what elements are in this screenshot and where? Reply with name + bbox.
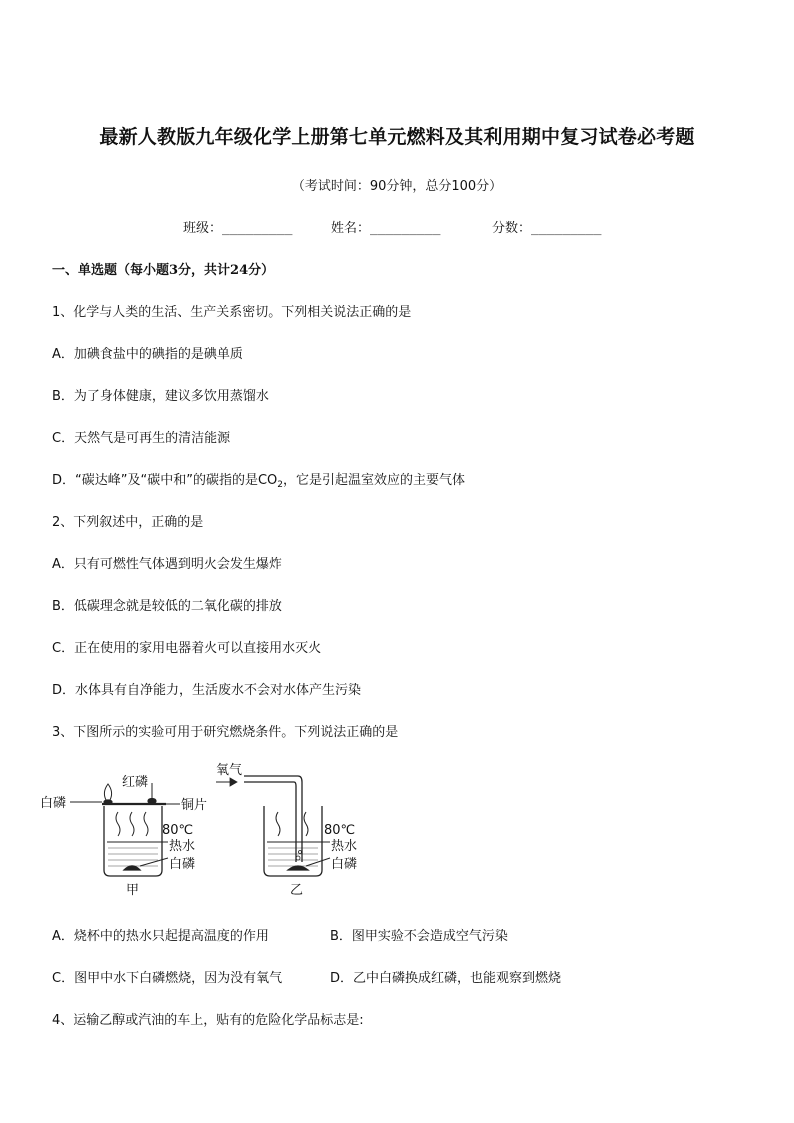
white-phosphorus-underwater-left xyxy=(124,866,140,870)
flame-icon xyxy=(104,784,111,800)
question-stem: 2、下列叙述中，正确的是 xyxy=(52,515,204,530)
name-field xyxy=(331,217,440,236)
subscript: 2 xyxy=(277,480,283,490)
label-temp-left: 80℃ xyxy=(162,823,194,838)
question-stem: 4、运输乙醇或汽油的车上，贴有的危险化学品标志是: xyxy=(52,1013,364,1028)
option-text: B．图甲实验不会造成空气污染 xyxy=(330,929,508,944)
option-d-after: ，它是引起温室效应的主要气体 xyxy=(283,473,466,488)
exam-subtitle: （考试时间：90分钟，总分100分） xyxy=(291,179,503,194)
caption-yi: 乙 xyxy=(290,883,304,898)
class-label: 班级： xyxy=(183,221,223,236)
option-text: A．加碘食盐中的碘指的是碘单质 xyxy=(52,347,243,362)
score-blank: _________ xyxy=(531,221,602,236)
label-hot-water-left: 热水 xyxy=(169,839,196,854)
label-red-phosphorus: 红磷 xyxy=(122,775,149,790)
label-white-phosphorus-right: 白磷 xyxy=(331,857,358,872)
score-label: 分数： xyxy=(492,221,532,236)
name-label: 姓名： xyxy=(331,221,371,236)
steam-lines-left xyxy=(116,812,148,836)
option-text: B．为了身体健康，建议多饮用蒸馏水 xyxy=(52,389,269,404)
steam-lines-right xyxy=(276,812,308,836)
class-field xyxy=(183,217,292,236)
red-phosphorus-dot xyxy=(148,799,156,804)
option-text: C．图甲中水下白磷燃烧，因为没有氧气 xyxy=(52,971,283,986)
option-text: C．正在使用的家用电器着火可以直接用水灭火 xyxy=(52,641,322,656)
option-text: A．只有可燃性气体遇到明火会发生爆炸 xyxy=(52,557,282,572)
score-field xyxy=(492,217,601,236)
option-text xyxy=(52,469,465,490)
beaker-right-outline xyxy=(264,806,322,876)
option-d-before: D．“碳达峰”及“碳中和”的碳指的是CO xyxy=(52,473,278,488)
option-text: B．低碳理念就是较低的二氧化碳的排放 xyxy=(52,599,282,614)
oxygen-tube xyxy=(244,776,302,862)
option-text: C．天然气是可再生的清洁能源 xyxy=(52,431,231,446)
label-oxygen: 氧气 xyxy=(216,763,243,778)
label-hot-water-right: 热水 xyxy=(331,839,358,854)
label-white-phosphorus-left: 白磷 xyxy=(169,857,196,872)
white-phosphorus-underwater-right xyxy=(288,866,308,870)
question-stem: 3、下图所示的实验可用于研究燃烧条件。下列说法正确的是 xyxy=(52,725,399,740)
class-blank: _________ xyxy=(222,221,293,236)
question-stem: 1、化学与人类的生活、生产关系密切。下列相关说法正确的是 xyxy=(52,305,412,320)
label-temp-right: 80℃ xyxy=(324,823,356,838)
option-text: D．水体具有自净能力，生活废水不会对水体产生污染 xyxy=(52,683,362,698)
exam-title: 最新人教版九年级化学上册第七单元燃料及其利用期中复习试卷必考题 xyxy=(99,126,695,148)
experiment-diagram xyxy=(40,758,380,903)
section-heading: 一、单选题（每小题3分，共计24分） xyxy=(52,263,275,278)
label-white-phosphorus-top: 白磷 xyxy=(40,796,67,811)
caption-jia: 甲 xyxy=(126,883,140,898)
label-copper-plate: 铜片 xyxy=(181,798,208,813)
experiment-figure xyxy=(40,758,380,903)
option-text: D．乙中白磷换成红磷，也能观察到燃烧 xyxy=(330,971,562,986)
option-text: A．烧杯中的热水只起提高温度的作用 xyxy=(52,929,269,944)
name-blank: _________ xyxy=(370,221,441,236)
